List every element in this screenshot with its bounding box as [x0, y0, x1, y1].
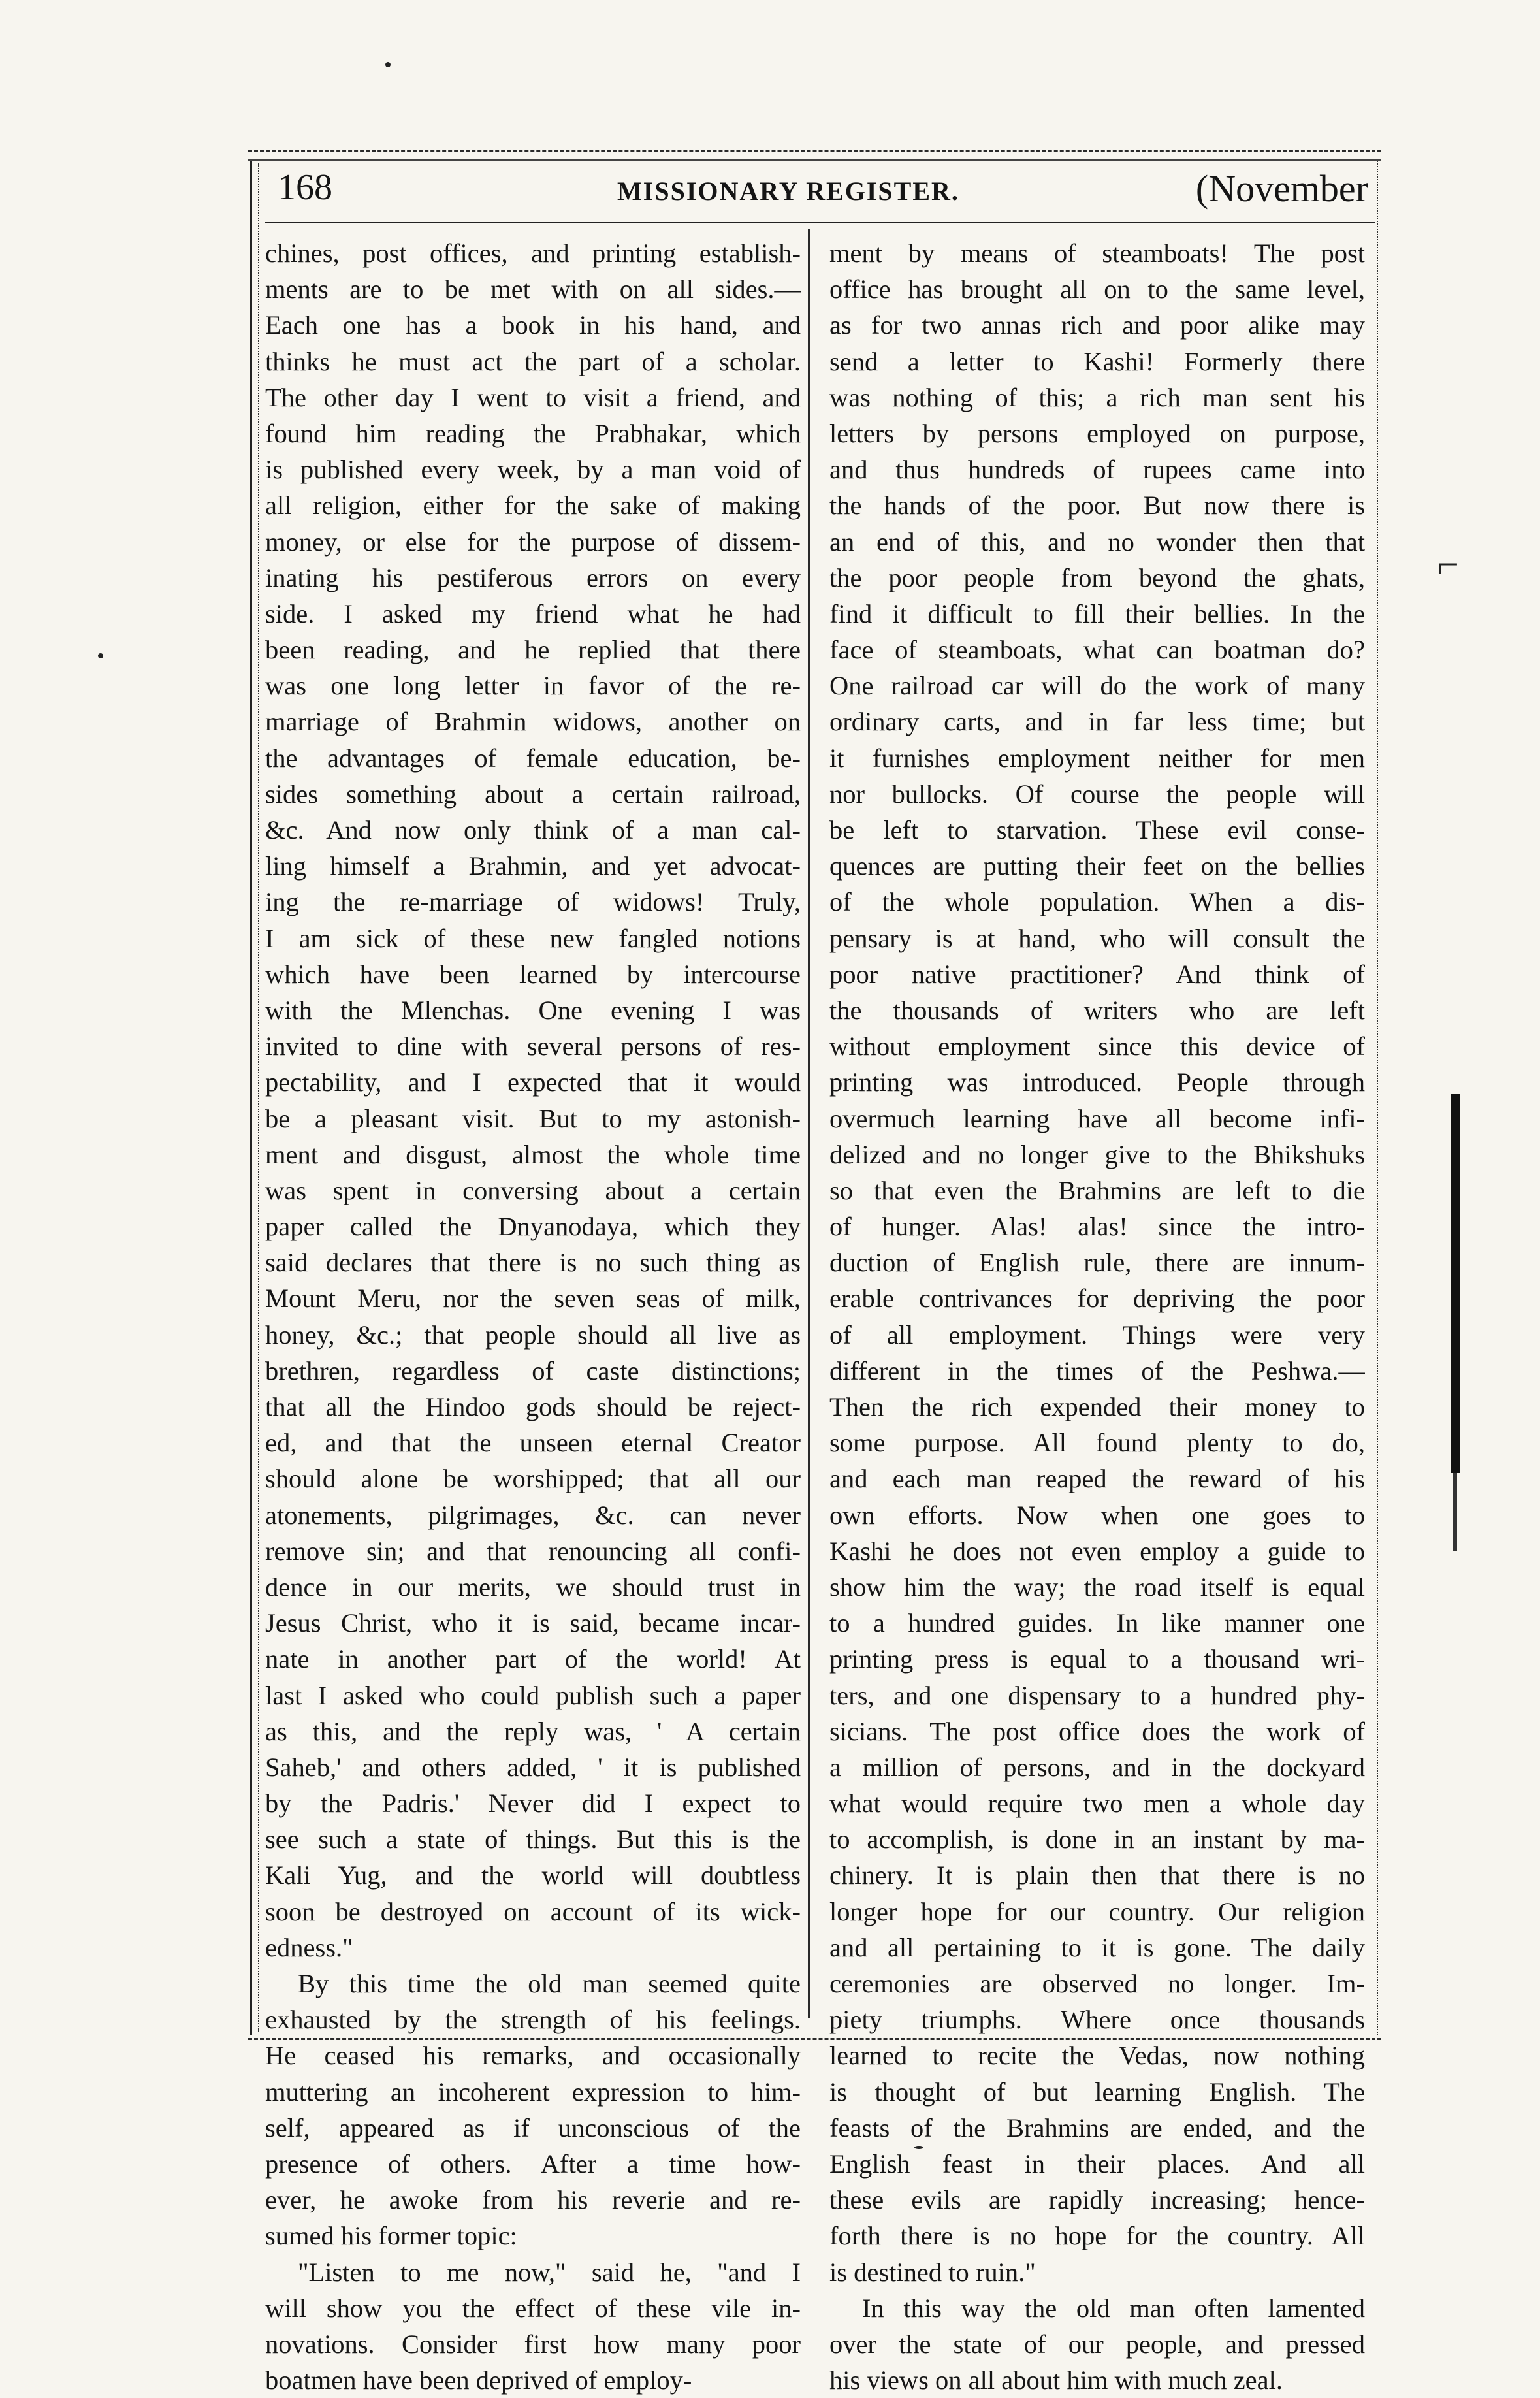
running-head: MISSIONARY REGISTER. — [617, 176, 959, 206]
text-line: ments are to be met with on all sides.— — [265, 274, 801, 304]
header-rule — [265, 221, 1375, 223]
text-line: the poor people from beyond the ghats, — [829, 562, 1365, 592]
text-line: of the whole population. When a dis- — [829, 887, 1365, 917]
top-border-dashed — [248, 150, 1381, 152]
text-line: an end of this, and no wonder then that — [829, 527, 1365, 557]
text-line: money, or else for the purpose of dissem- — [265, 527, 801, 557]
text-line: so that even the Brahmins are left to die — [829, 1175, 1365, 1205]
text-line: brethren, regardless of caste distinctions; — [265, 1355, 801, 1385]
text-line: ever, he awoke from his reverie and re- — [265, 2185, 801, 2215]
text-line: last I asked who could publish such a paper — [265, 1680, 801, 1710]
speck-mark — [914, 2146, 923, 2149]
text-line: and all pertaining to it is gone. The daily — [829, 1932, 1365, 1962]
text-line: what would require two men a whole day — [829, 1789, 1365, 1819]
text-line: Mount Meru, nor the seven seas of milk, — [265, 1284, 801, 1314]
text-line: of all employment. Things were very — [829, 1320, 1365, 1350]
text-line: own efforts. Now when one goes to — [829, 1500, 1365, 1530]
text-line: without employment since this device of — [829, 1031, 1365, 1061]
text-line: ing the re-marriage of widows! Truly, — [265, 887, 801, 917]
text-line: side. I asked my friend what he had — [265, 598, 801, 628]
text-line: By this time the old man seemed quite — [298, 1969, 801, 1998]
text-line: the thousands of writers who are left — [829, 995, 1365, 1025]
text-line: boatmen have been deprived of employ- — [265, 2365, 692, 2395]
text-line: as this, and the reply was, ' A certain — [265, 1716, 801, 1746]
text-line: find it difficult to fill their bellies. In the — [829, 598, 1365, 628]
text-line: will show you the effect of these vile in- — [265, 2293, 801, 2323]
text-line: dence in our merits, we should trust in — [265, 1572, 801, 1602]
text-line: printing press is equal to a thousand wri- — [829, 1644, 1365, 1674]
text-line: edness." — [265, 1932, 353, 1962]
text-line: sumed his former topic: — [265, 2221, 517, 2251]
text-line: sides something about a certain railroad, — [265, 779, 801, 809]
text-line: letters by persons employed on purpose, — [829, 418, 1365, 448]
text-line: ordinary carts, and in far less time; but — [829, 707, 1365, 737]
text-line: these evils are rapidly increasing; hence- — [829, 2185, 1365, 2215]
text-line: Jesus Christ, who it is said, became incar- — [265, 1608, 801, 1638]
text-line: inating his pestiferous errors on every — [265, 562, 801, 592]
text-line: ment by means of steamboats! The post — [829, 238, 1365, 268]
text-line: Kashi he does not even employ a guide to — [829, 1536, 1365, 1566]
text-line: was spent in conversing about a certain — [265, 1175, 801, 1205]
right-border — [1377, 161, 1378, 2035]
text-line: ed, and that the unseen eternal Creator — [265, 1428, 801, 1458]
margin-bar-mark — [1451, 1094, 1460, 1473]
text-line: The other day I went to visit a friend, and — [265, 382, 801, 412]
margin-tick-mark: ⌐ — [1437, 543, 1459, 586]
text-line: face of steamboats, what can boatman do? — [829, 635, 1365, 665]
page-number: 168 — [278, 167, 332, 208]
text-line: is published every week, by a man void of — [265, 455, 801, 485]
text-line: to accomplish, is done in an instant by ma- — [829, 1824, 1365, 1855]
text-line: feasts of the Brahmins are ended, and the — [829, 2113, 1365, 2143]
text-line: paper called the Dnyanodaya, which they — [265, 1212, 801, 1242]
left-column — [265, 235, 801, 2398]
text-line: invited to dine with several persons of res- — [265, 1031, 801, 1061]
text-line: delized and no longer give to the Bhikshuks — [829, 1139, 1365, 1169]
text-line: of hunger. Alas! alas! since the intro- — [829, 1212, 1365, 1242]
text-line: I am sick of these new fangled notions — [265, 923, 801, 953]
text-line: which have been learned by intercourse — [265, 959, 801, 989]
text-line: honey, &c.; that people should all live as — [265, 1320, 801, 1350]
text-line: piety triumphs. Where once thousands — [829, 2005, 1365, 2035]
text-line: marriage of Brahmin widows, another on — [265, 707, 801, 737]
text-line: that all the Hindoo gods should be reject- — [265, 1392, 801, 1421]
text-line: duction of English rule, there are innum- — [829, 1248, 1365, 1278]
text-line: overmuch learning have all become infi- — [829, 1103, 1365, 1133]
text-line: atonements, pilgrimages, &c. can never — [265, 1500, 801, 1530]
text-line: should alone be worshipped; that all our — [265, 1464, 801, 1494]
text-line: remove sin; and that renouncing all confi- — [265, 1536, 801, 1566]
text-line: and each man reaped the reward of his — [829, 1464, 1365, 1494]
right-column — [829, 235, 1365, 2398]
text-line: chinery. It is plain then that there is no — [829, 1860, 1365, 1890]
text-line: the advantages of female education, be- — [265, 743, 801, 773]
text-line: the hands of the poor. But now there is — [829, 491, 1365, 521]
text-line: office has brought all on to the same level, — [829, 274, 1365, 304]
speck-mark — [385, 62, 391, 67]
text-line: presence of others. After a time how- — [265, 2148, 801, 2179]
text-line: "Listen to me now," said he, "and I — [298, 2257, 801, 2287]
text-line: poor native practitioner? And think of — [829, 959, 1365, 989]
text-line: ceremonies are observed no longer. Im- — [829, 1969, 1365, 1998]
text-line: printing was introduced. People through — [829, 1067, 1365, 1097]
text-line: nor bullocks. Of course the people will — [829, 779, 1365, 809]
text-line: learned to recite the Vedas, now nothing — [829, 2041, 1365, 2071]
text-line: forth there is no hope for the country. All — [829, 2221, 1365, 2251]
text-line: with the Mlenchas. One evening I was — [265, 995, 801, 1025]
text-line: muttering an incoherent expression to him- — [265, 2077, 801, 2107]
left-border — [250, 161, 252, 2035]
column-divider — [808, 229, 810, 2018]
text-line: soon be destroyed on account of its wick- — [265, 1896, 801, 1926]
text-line: see such a state of things. But this is the — [265, 1824, 801, 1855]
text-line: be a pleasant visit. But to my astonish- — [265, 1103, 801, 1133]
text-line: pectability, and I expected that it would — [265, 1067, 801, 1097]
text-line: Saheb,' and others added, ' it is published — [265, 1752, 801, 1782]
text-line: pensary is at hand, who will consult the — [829, 923, 1365, 953]
text-line: In this way the old man often lamented — [862, 2293, 1365, 2323]
text-line: One railroad car will do the work of many — [829, 671, 1365, 701]
text-line: &c. And now only think of a man cal- — [265, 815, 801, 845]
text-line: nate in another part of the world! At — [265, 1644, 801, 1674]
text-line: all religion, either for the sake of making — [265, 491, 801, 521]
text-line: erable contrivances for depriving the poor — [829, 1284, 1365, 1314]
text-line: longer hope for our country. Our religion — [829, 1896, 1365, 1926]
text-line: ling himself a Brahmin, and yet advocat- — [265, 851, 801, 881]
text-line: ment and disgust, almost the whole time — [265, 1139, 801, 1169]
text-line: ters, and one dispensary to a hundred phy- — [829, 1680, 1365, 1710]
text-line: been reading, and he replied that there — [265, 635, 801, 665]
left-border-inner — [258, 163, 259, 2032]
text-line: is thought of but learning English. The — [829, 2077, 1365, 2107]
margin-bar-tail — [1453, 1473, 1457, 1551]
text-line: was nothing of this; a rich man sent his — [829, 382, 1365, 412]
text-line: was one long letter in favor of the re- — [265, 671, 801, 701]
text-line: He ceased his remarks, and occasionally — [265, 2041, 801, 2071]
page-header — [265, 167, 1375, 219]
text-line: be left to starvation. These evil conse- — [829, 815, 1365, 845]
text-line: quences are putting their feet on the bellies — [829, 851, 1365, 881]
text-line: it furnishes employment neither for men — [829, 743, 1365, 773]
text-line: a million of persons, and in the dockyard — [829, 1752, 1365, 1782]
text-line: his views on all about him with much zeal. — [829, 2365, 1283, 2395]
top-border — [248, 159, 1381, 161]
text-line: Kali Yug, and the world will doubtless — [265, 1860, 801, 1890]
text-line: thinks he must act the part of a scholar. — [265, 346, 801, 376]
text-line: over the state of our people, and pressed — [829, 2329, 1365, 2359]
text-line: to a hundred guides. In like manner one — [829, 1608, 1365, 1638]
text-line: and thus hundreds of rupees came into — [829, 455, 1365, 485]
text-line: Then the rich expended their money to — [829, 1392, 1365, 1421]
text-line: is destined to ruin." — [829, 2257, 1036, 2287]
text-line: novations. Consider first how many poor — [265, 2329, 801, 2359]
text-line: some purpose. All found plenty to do, — [829, 1428, 1365, 1458]
text-line: said declares that there is no such thing as — [265, 1248, 801, 1278]
text-line: show him the way; the road itself is equal — [829, 1572, 1365, 1602]
month-heading: (November — [1195, 167, 1368, 210]
text-line: by the Padris.' Never did I expect to — [265, 1789, 801, 1819]
text-line: found him reading the Prabhakar, which — [265, 418, 801, 448]
text-line: send a letter to Kashi! Formerly there — [829, 346, 1365, 376]
text-line: self, appeared as if unconscious of the — [265, 2113, 801, 2143]
text-line: Each one has a book in his hand, and — [265, 310, 801, 340]
text-line: chines, post offices, and printing establish- — [265, 238, 801, 268]
text-line: different in the times of the Peshwa.— — [829, 1355, 1365, 1385]
text-line: exhausted by the strength of his feelings. — [265, 2005, 801, 2035]
text-line: English feast in their places. And all — [829, 2148, 1365, 2179]
text-line: sicians. The post office does the work of — [829, 1716, 1365, 1746]
text-line: as for two annas rich and poor alike may — [829, 310, 1365, 340]
speck-mark — [98, 653, 103, 658]
